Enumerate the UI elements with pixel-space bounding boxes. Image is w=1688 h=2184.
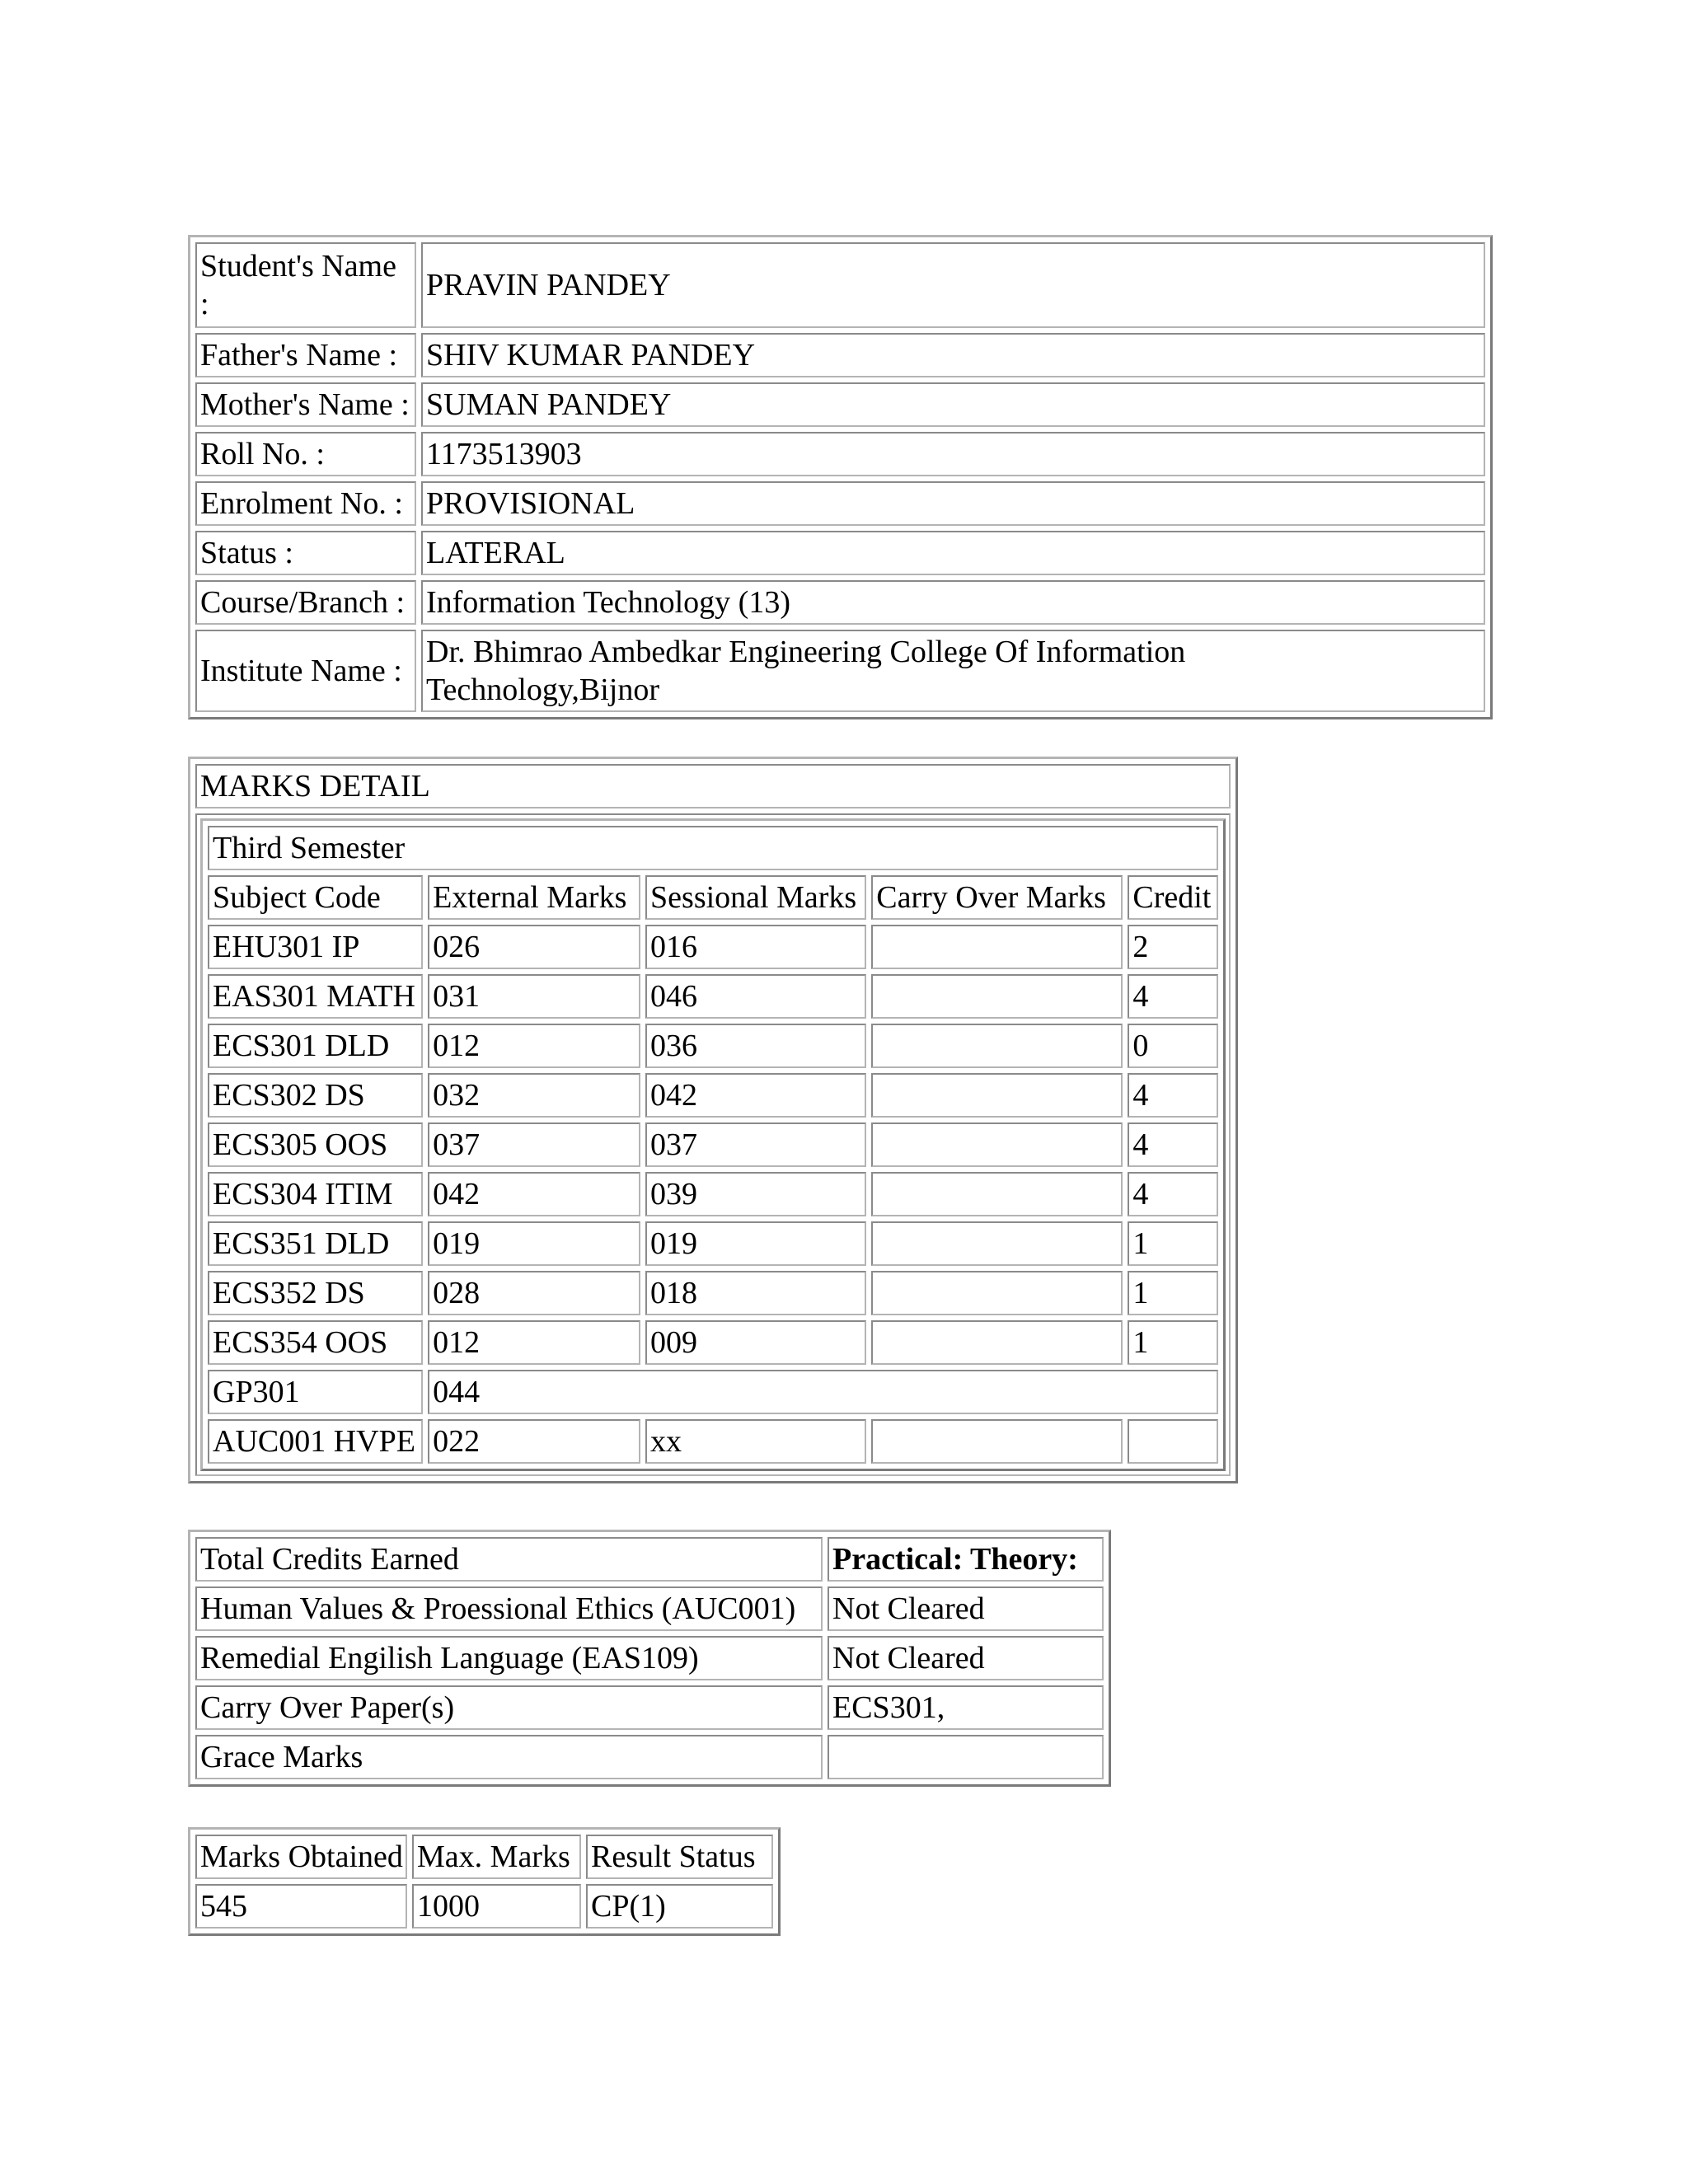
table-row	[208, 1221, 1218, 1266]
header-sessional-marks: Sessional Marks	[645, 875, 866, 920]
carry-over-marks-cell	[871, 1320, 1123, 1365]
carry-over-marks-cell	[871, 1271, 1123, 1315]
total-credits-label: Total Credits Earned	[195, 1537, 823, 1582]
table-row	[208, 974, 1218, 1019]
status-label: Status :	[195, 531, 416, 575]
subject-code-cell: ECS351 DLD	[208, 1221, 423, 1266]
credit-cell: 1	[1128, 1320, 1218, 1365]
marks-obtained-value: 545	[195, 1884, 407, 1929]
marks-detail-table	[188, 757, 1238, 1483]
carry-over-marks-cell	[871, 1122, 1123, 1167]
table-row	[208, 1172, 1218, 1216]
subject-code-cell: ECS352 DS	[208, 1271, 423, 1315]
roll-no-label: Roll No. :	[195, 432, 416, 476]
sessional-marks-cell: 019	[645, 1221, 866, 1266]
grace-marks-row	[195, 1735, 1104, 1779]
external-marks-cell: 019	[428, 1221, 640, 1266]
gp-row	[208, 1370, 1218, 1414]
summary-table	[188, 1530, 1111, 1787]
subject-code-cell: EAS301 MATH	[208, 974, 423, 1019]
enrolment-no-label: Enrolment No. :	[195, 481, 416, 526]
credit-cell: 1	[1128, 1271, 1218, 1315]
subject-code-cell: ECS354 OOS	[208, 1320, 423, 1365]
external-marks-cell: 028	[428, 1271, 640, 1315]
institute-value: Dr. Bhimrao Ambedkar Engineering College Of Information Technology,Bijnor	[421, 630, 1485, 712]
max-marks-value: 1000	[412, 1884, 581, 1929]
total-credits-value: Practical: Theory:	[828, 1537, 1104, 1582]
table-row	[208, 1271, 1218, 1315]
course-branch-row	[195, 580, 1485, 625]
student-name-value: PRAVIN PANDEY	[421, 242, 1485, 328]
carry-over-marks-cell	[871, 1073, 1123, 1118]
auc-credit-cell	[1128, 1419, 1218, 1464]
credit-cell: 0	[1128, 1024, 1218, 1068]
father-name-row	[195, 333, 1485, 377]
marks-detail-heading-row	[195, 764, 1231, 808]
course-branch-value: Information Technology (13)	[421, 580, 1485, 625]
header-external-marks: External Marks	[428, 875, 640, 920]
sessional-marks-cell: 018	[645, 1271, 866, 1315]
sessional-marks-cell: 016	[645, 925, 866, 969]
table-row	[208, 925, 1218, 969]
sessional-marks-cell: 037	[645, 1122, 866, 1167]
result-header-row	[195, 1835, 773, 1879]
student-name-row	[195, 242, 1485, 328]
header-max-marks: Max. Marks	[412, 1835, 581, 1879]
carry-over-value: ECS301,	[828, 1685, 1104, 1730]
carry-over-row	[195, 1685, 1104, 1730]
carry-over-marks-cell	[871, 1024, 1123, 1068]
mother-name-row	[195, 382, 1485, 427]
sessional-marks-cell: 036	[645, 1024, 866, 1068]
total-credits-row	[195, 1537, 1104, 1582]
credit-cell: 4	[1128, 1073, 1218, 1118]
result-status-value: CP(1)	[586, 1884, 773, 1929]
external-marks-cell: 026	[428, 925, 640, 969]
auc-carry-over-cell	[871, 1419, 1123, 1464]
hvpe-row	[195, 1586, 1104, 1631]
table-row	[208, 1320, 1218, 1365]
sessional-marks-cell: 009	[645, 1320, 866, 1365]
gp-code-cell: GP301	[208, 1370, 423, 1414]
subject-code-cell: ECS304 ITIM	[208, 1172, 423, 1216]
header-credit: Credit	[1128, 875, 1218, 920]
subject-code-cell: ECS301 DLD	[208, 1024, 423, 1068]
sessional-marks-cell: 046	[645, 974, 866, 1019]
hvpe-label: Human Values & Proessional Ethics (AUC001)	[195, 1586, 823, 1631]
sessional-marks-cell: 039	[645, 1172, 866, 1216]
grace-marks-label: Grace Marks	[195, 1735, 823, 1779]
auc-sessional-cell: xx	[645, 1419, 866, 1464]
subject-code-cell: ECS302 DS	[208, 1073, 423, 1118]
institute-row	[195, 630, 1485, 712]
result-value-row	[195, 1884, 773, 1929]
mother-name-value: SUMAN PANDEY	[421, 382, 1485, 427]
enrolment-no-row	[195, 481, 1485, 526]
carry-over-label: Carry Over Paper(s)	[195, 1685, 823, 1730]
gp-value-cell: 044	[428, 1370, 1218, 1414]
external-marks-cell: 032	[428, 1073, 640, 1118]
auc-row	[208, 1419, 1218, 1464]
marks-detail-body-row	[195, 813, 1231, 1476]
header-subject-code: Subject Code	[208, 875, 423, 920]
credit-cell: 4	[1128, 974, 1218, 1019]
grace-marks-value	[828, 1735, 1104, 1779]
credit-cell: 1	[1128, 1221, 1218, 1266]
status-row	[195, 531, 1485, 575]
credit-cell: 2	[1128, 925, 1218, 969]
subject-code-cell: EHU301 IP	[208, 925, 423, 969]
student-info-table	[188, 235, 1493, 719]
father-name-label: Father's Name :	[195, 333, 416, 377]
institute-label: Institute Name :	[195, 630, 416, 712]
header-carry-over-marks: Carry Over Marks	[871, 875, 1123, 920]
semester-title-row	[208, 826, 1218, 870]
header-result-status: Result Status	[586, 1835, 773, 1879]
roll-no-value: 1173513903	[421, 432, 1485, 476]
auc-code-cell: AUC001 HVPE	[208, 1419, 423, 1464]
marks-detail-body	[195, 813, 1231, 1476]
table-row	[208, 1122, 1218, 1167]
carry-over-marks-cell	[871, 925, 1123, 969]
external-marks-cell: 037	[428, 1122, 640, 1167]
carry-over-marks-cell	[871, 974, 1123, 1019]
semester-title: Third Semester	[208, 826, 1218, 870]
marks-detail-heading: MARKS DETAIL	[195, 764, 1231, 808]
semester-marks-table	[200, 818, 1226, 1471]
external-marks-cell: 012	[428, 1320, 640, 1365]
auc-external-cell: 022	[428, 1419, 640, 1464]
subject-code-cell: ECS305 OOS	[208, 1122, 423, 1167]
remedial-english-value: Not Cleared	[828, 1636, 1104, 1680]
external-marks-cell: 042	[428, 1172, 640, 1216]
father-name-value: SHIV KUMAR PANDEY	[421, 333, 1485, 377]
semester-header-row	[208, 875, 1218, 920]
sessional-marks-cell: 042	[645, 1073, 866, 1118]
header-marks-obtained: Marks Obtained	[195, 1835, 407, 1879]
table-row	[208, 1024, 1218, 1068]
external-marks-cell: 031	[428, 974, 640, 1019]
carry-over-marks-cell	[871, 1221, 1123, 1266]
hvpe-value: Not Cleared	[828, 1586, 1104, 1631]
roll-no-row	[195, 432, 1485, 476]
course-branch-label: Course/Branch :	[195, 580, 416, 625]
remedial-english-label: Remedial Engilish Language (EAS109)	[195, 1636, 823, 1680]
carry-over-marks-cell	[871, 1172, 1123, 1216]
status-value: LATERAL	[421, 531, 1485, 575]
mother-name-label: Mother's Name :	[195, 382, 416, 427]
student-name-label: Student's Name :	[195, 242, 416, 328]
remedial-english-row	[195, 1636, 1104, 1680]
enrolment-no-value: PROVISIONAL	[421, 481, 1485, 526]
credit-cell: 4	[1128, 1172, 1218, 1216]
table-row	[208, 1073, 1218, 1118]
external-marks-cell: 012	[428, 1024, 640, 1068]
result-table	[188, 1827, 781, 1936]
credit-cell: 4	[1128, 1122, 1218, 1167]
